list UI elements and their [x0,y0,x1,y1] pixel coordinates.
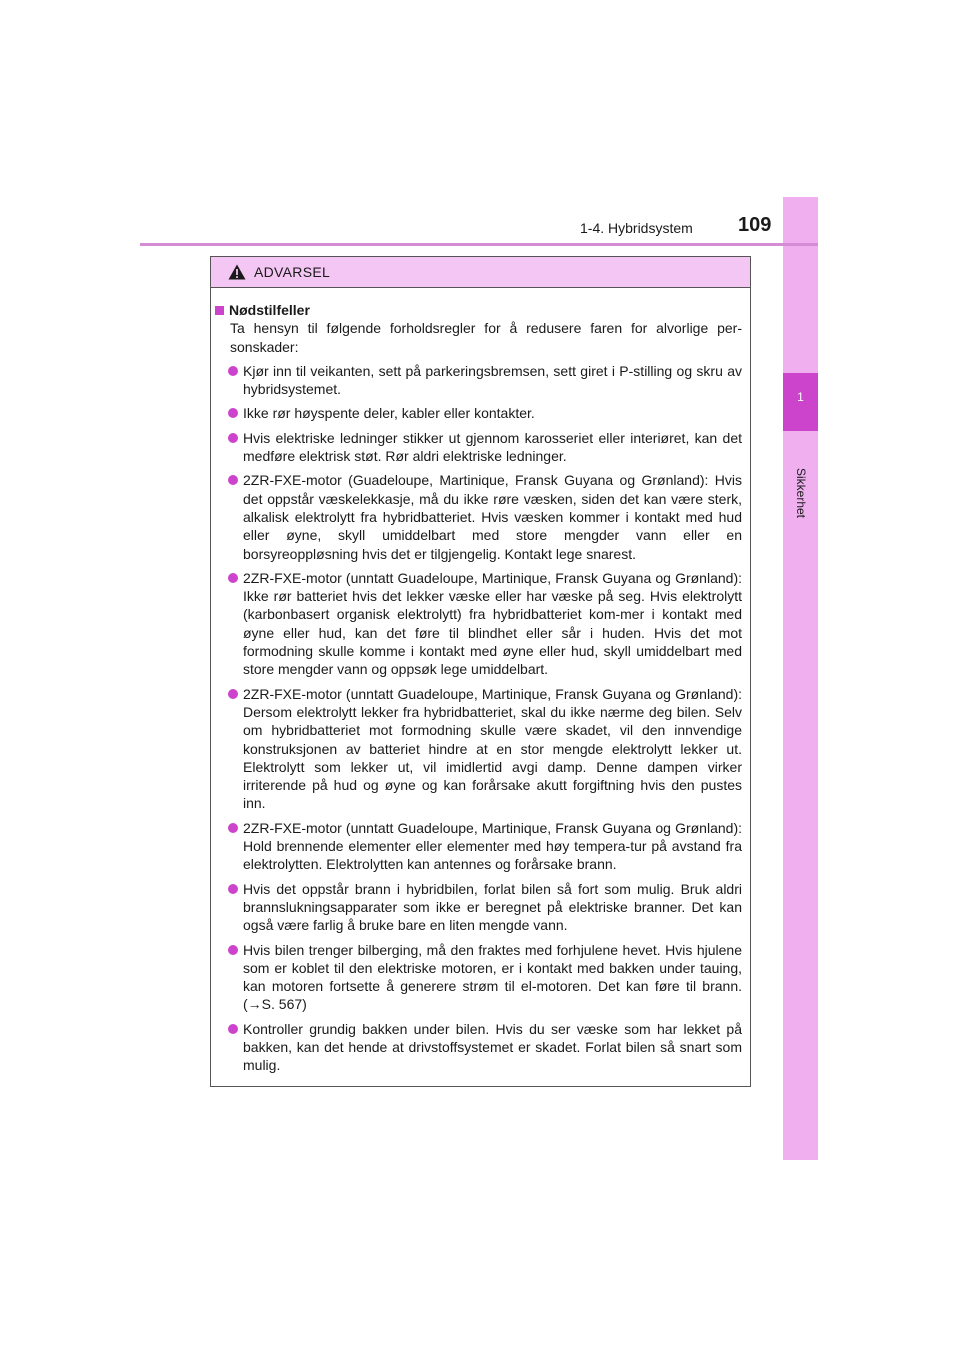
chapter-number: 1 [797,390,804,404]
bullet-dot-icon [228,475,238,485]
bullet-dot-icon [228,823,238,833]
bullet-dot-icon [228,689,238,699]
list-item-text: Kjør inn til veikanten, sett på parkeringsbremsen, sett giret i P-stilling og skru av hybridsystemet. [243,362,742,398]
subheading [215,301,742,319]
bullet-dot-icon [228,884,238,894]
header-section-title: 1-4. Hybridsystem [580,220,693,236]
list-item-text: 2ZR-FXE-motor (unntatt Guadeloupe, Martinique, Fransk Guyana og Grønland): Ikke rør batteriet hvis det lekker væske eller har væske på seg. Hvis elektrolytt (karbonbasert organisk elektrolytt) fra hybridbatteriet kom-mer i kontakt med øyne eller hud, kan det føre til blindhet eller sår i huden. Hvis det mot formodning skulle komme i kontakt med øyne eller hud, skyll umiddelbart med store mengder vann og oppsøk lege umiddelbart. [243,569,742,678]
list-item-text: Hvis det oppstår brann i hybridbilen, forlat bilen så fort som mulig. Bruk aldri brannslukningsapparater som ikke er beregnet på elektriske branner. Det kan også være farlig å bruke bare en liten mengde vann. [243,880,742,934]
bullet-dot-icon [228,573,238,583]
chapter-label: Sikkerhet [794,467,808,519]
warning-box [210,256,751,1087]
list-item [215,429,742,466]
warning-title: ADVARSEL [254,264,331,280]
square-bullet-icon [215,306,224,315]
warning-triangle-icon [228,264,246,280]
warning-body [215,301,742,1081]
list-item [215,1020,742,1075]
subheading-text: Nødstilfeller [229,302,310,318]
list-item [215,569,742,679]
list-item [215,880,742,935]
list-item-text: 2ZR-FXE-motor (Guadeloupe, Martinique, Fransk Guyana og Grønland): Hvis det oppstår væskelekkasje, må du ikke røre væsken, siden det kan være sterk, alkalisk elektrolytt fra hybridbatteriet. Hvis væsken kommer i kontakt med hud eller øyne, skyll umiddelbart med store mengder vann eller en borsyreoppløsning hvis det er tilgjengelig. Kontakt lege snarest. [243,472,742,562]
list-item [215,941,742,1014]
list-item [215,471,742,562]
header-rule [140,243,818,246]
bullet-dot-icon [228,408,238,418]
intro-text: Ta hensyn til følgende forholdsregler for å redusere faren for alvorlige per-sonskader: [230,320,742,355]
list-item [215,404,742,422]
page-number: 109 [738,214,772,236]
warning-header [211,257,750,288]
list-item-text: Hvis bilen trenger bilberging, må den fraktes med forhjulene hevet. Hvis hjulene som er koblet til den elektriske motoren, er i kontakt med bakken under tauing, kan motoren fortsette å generere strøm til el-motoren. Det kan føre til brann. (→S. 567) [243,941,742,1013]
side-tab [783,197,818,373]
list-item-text: Ikke rør høyspente deler, kabler eller kontakter. [243,405,535,422]
bullet-list [215,362,742,1075]
list-item-text: Hvis elektriske ledninger stikker ut gjennom karosseriet eller interiøret, kan det medføre elektrisk støt. Rør aldri elektriske ledninger. [243,429,742,465]
side-tab-lower [783,431,818,1160]
bullet-dot-icon [228,945,238,955]
list-item-text: Kontroller grundig bakken under bilen. Hvis du ser væske som har lekket på bakken, kan det hende at drivstoffsystemet er skadet. Forlat bilen så snart som mulig. [243,1020,742,1074]
bullet-dot-icon [228,1024,238,1034]
bullet-dot-icon [228,366,238,376]
list-item [215,362,742,399]
list-item [215,685,742,813]
list-item-text: 2ZR-FXE-motor (unntatt Guadeloupe, Martinique, Fransk Guyana og Grønland): Hold brennende elementer eller elementer med høy tempera-tur på avstand fra elektrolytten. Elektrolytten kan antennes og forårsake brann. [243,819,742,873]
list-item [215,819,742,874]
bullet-dot-icon [228,433,238,443]
list-item-text: 2ZR-FXE-motor (unntatt Guadeloupe, Martinique, Fransk Guyana og Grønland): Dersom elektrolytt lekker fra hybridbatteriet, skal du ikke nærme deg bilen. Selv om hybridbatteriet mot formodning skulle være skadet, vil den innvendige konstruksjonen av batteriet hindre at en stor mengde elektrolytt lekker ut. Elektrolytt som lekker ut, vil imidlertid avgi damp. Denne dampen virker irriterende på hud og øyne og kan forårsake akutt forgiftning hvis den pustes inn. [243,685,742,812]
